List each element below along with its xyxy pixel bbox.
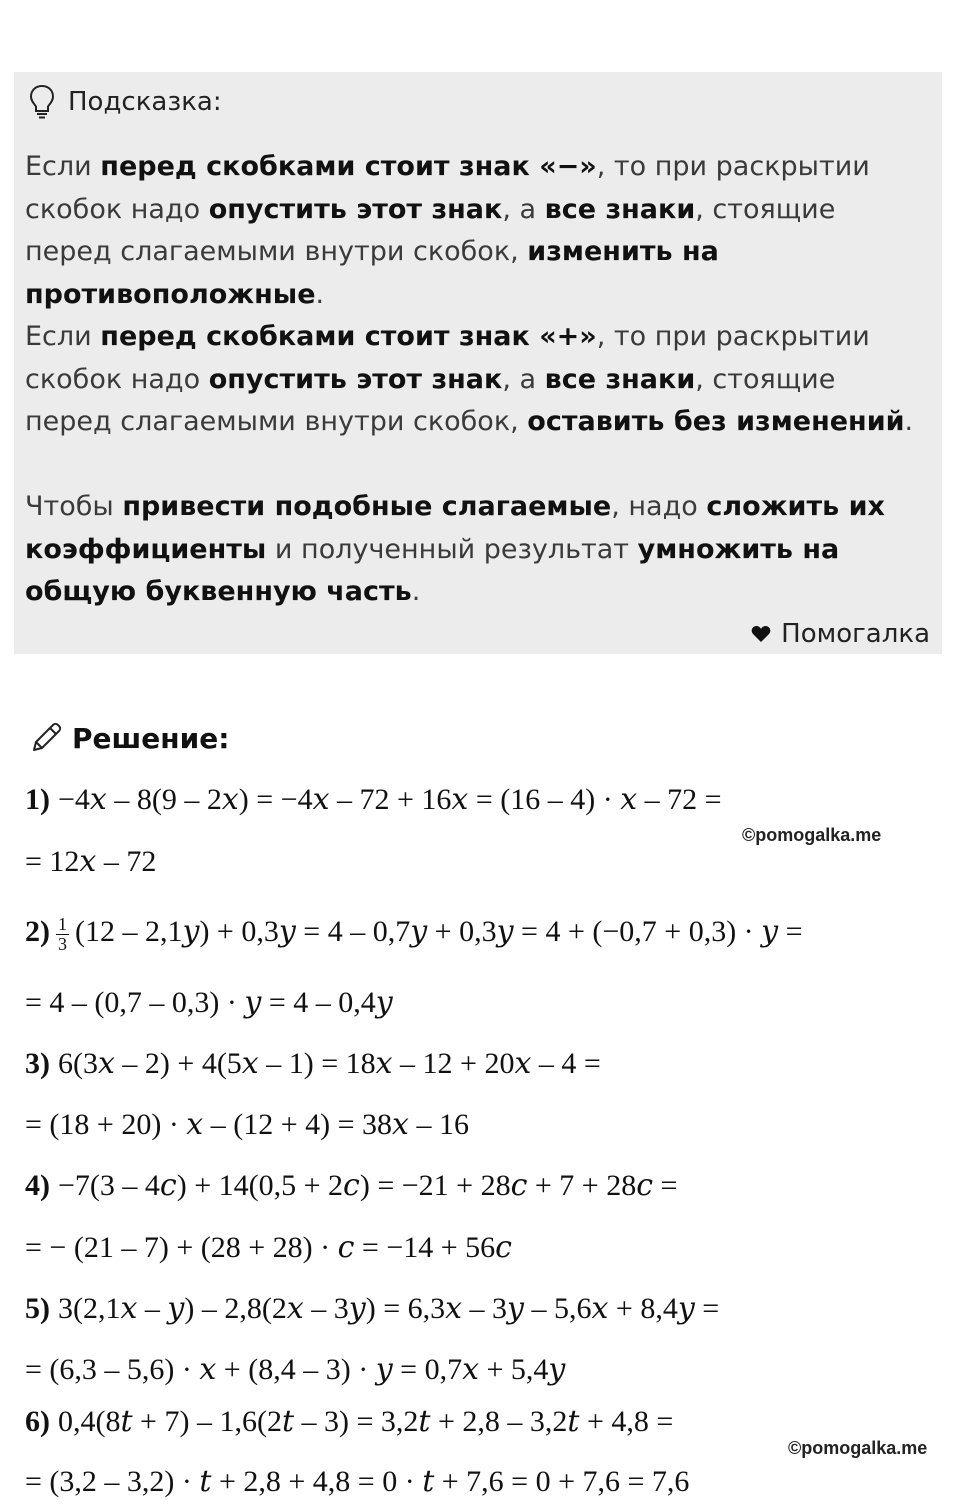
emphasis-text: привести подобные слагаемые	[122, 491, 612, 522]
hint-paragraph-plus	[25, 316, 930, 444]
emphasis-text: все знаки	[544, 193, 696, 225]
plain-text: .	[411, 576, 421, 607]
watermark: ©pomogalka.me	[742, 825, 882, 845]
plain-text: , то при раскрытии скобок надо	[25, 321, 870, 395]
hint-paragraph-minus	[25, 146, 930, 316]
emphasis-text: перед скобками стоит знак «−»	[100, 151, 597, 182]
solution-title-text: Решение:	[72, 721, 230, 755]
item-number: 1)	[25, 783, 50, 816]
plain-text: , а	[502, 363, 545, 395]
hint-title	[28, 80, 222, 124]
plain-text: Если	[25, 321, 101, 352]
lightbulb-icon	[28, 84, 56, 120]
emphasis-text: все знаки	[544, 363, 696, 395]
plain-text: , а	[502, 193, 545, 225]
solution-line-1-cont: = 12𝑥 – 72	[25, 845, 157, 878]
solution-line-2-cont: = 4 – (0,7 – 0,3) · 𝑦 = 4 – 0,4𝑦	[25, 986, 393, 1019]
solution-line-1	[25, 780, 722, 820]
solution-line-5	[25, 1289, 719, 1329]
solution-line-4-cont: = − (21 – 7) + (28 + 28) · 𝑐 = −14 + 56𝑐	[25, 1231, 512, 1264]
item-number: 2)	[25, 915, 50, 948]
item-number: 6)	[25, 1405, 50, 1438]
plain-text: и полученный результат	[266, 533, 638, 565]
hint-title-text: Подсказка:	[68, 87, 222, 117]
hint-paragraph-like-terms	[25, 486, 930, 614]
emphasis-text: опустить этот знак	[208, 363, 503, 395]
solution-line-6-cont: = (3,2 – 3,2) · 𝑡 + 2,8 + 4,8 = 0 · 𝑡 + 7,6 = 0 + 7,6 = 7,6	[25, 1465, 690, 1498]
emphasis-text: оставить без изменений	[527, 406, 905, 437]
brand-name: Помогалка	[781, 619, 930, 649]
solution-line-6	[25, 1402, 673, 1442]
plain-text: , то при раскрытии скобок надо	[25, 151, 870, 225]
plain-text: .	[904, 406, 914, 437]
solution-title	[28, 716, 229, 760]
emphasis-text: перед скобками стоит знак «+»	[100, 321, 597, 352]
equation: −7(3 – 4𝑐) + 14(0,5 + 2𝑐) = −21 + 28𝑐 + 7 + 28𝑐 =	[58, 1169, 678, 1202]
equation: −4𝑥 – 8(9 – 2𝑥) = −4𝑥 – 72 + 16𝑥 = (16 – 4) · 𝑥 – 72 =	[58, 783, 722, 816]
solution-line-5-cont: = (6,3 – 5,6) · 𝑥 + (8,4 – 3) · 𝑦 = 0,7𝑥 + 5,4𝑦	[25, 1353, 566, 1386]
plain-text: .	[315, 278, 325, 310]
plain-text: , стоящие перед слагаемыми внутри скобок,	[25, 363, 836, 437]
plain-text: Если	[25, 151, 101, 182]
brand-signature	[751, 614, 930, 654]
heart-icon	[751, 625, 771, 643]
item-number: 3)	[25, 1047, 50, 1080]
plain-text: , надо	[611, 491, 707, 522]
solution-line-4	[25, 1166, 677, 1206]
equation: (12 – 2,1𝑦) + 0,3𝑦 = 4 – 0,7𝑦 + 0,3𝑦 = 4 + (−0,7 + 0,3) · 𝑦 =	[75, 915, 803, 948]
fraction-one-third: $\frac{1}{3}$	[58, 913, 67, 954]
item-number: 4)	[25, 1169, 50, 1202]
solution-line-2	[25, 912, 803, 952]
emphasis-text: опустить этот знак	[208, 193, 503, 225]
watermark: ©pomogalka.me	[788, 1438, 928, 1458]
plain-text: , стоящие перед слагаемыми внутри скобок,	[25, 193, 836, 267]
equation: 0,4(8𝑡 + 7) – 1,6(2𝑡 – 3) = 3,2𝑡 + 2,8 – 3,2𝑡 + 4,8 =	[58, 1405, 674, 1438]
plain-text: Чтобы	[25, 491, 123, 522]
emphasis-text: умножить на общую буквенную часть	[25, 533, 840, 607]
emphasis-text: изменить на противоположные	[25, 236, 719, 310]
solution-line-3	[25, 1044, 601, 1084]
equation: 6(3𝑥 – 2) + 4(5𝑥 – 1) = 18𝑥 – 12 + 20𝑥 – 4 =	[58, 1047, 601, 1080]
equation: 3(2,1𝑥 – 𝑦) – 2,8(2𝑥 – 3𝑦) = 6,3𝑥 – 3𝑦 – 5,6𝑥 + 8,4𝑦 =	[58, 1292, 720, 1325]
item-number: 5)	[25, 1292, 50, 1325]
emphasis-text: сложить их коэффициенты	[25, 491, 885, 565]
solution-line-3-cont: = (18 + 20) · 𝑥 – (12 + 4) = 38𝑥 – 16	[25, 1108, 469, 1141]
pencil-icon	[28, 720, 64, 756]
